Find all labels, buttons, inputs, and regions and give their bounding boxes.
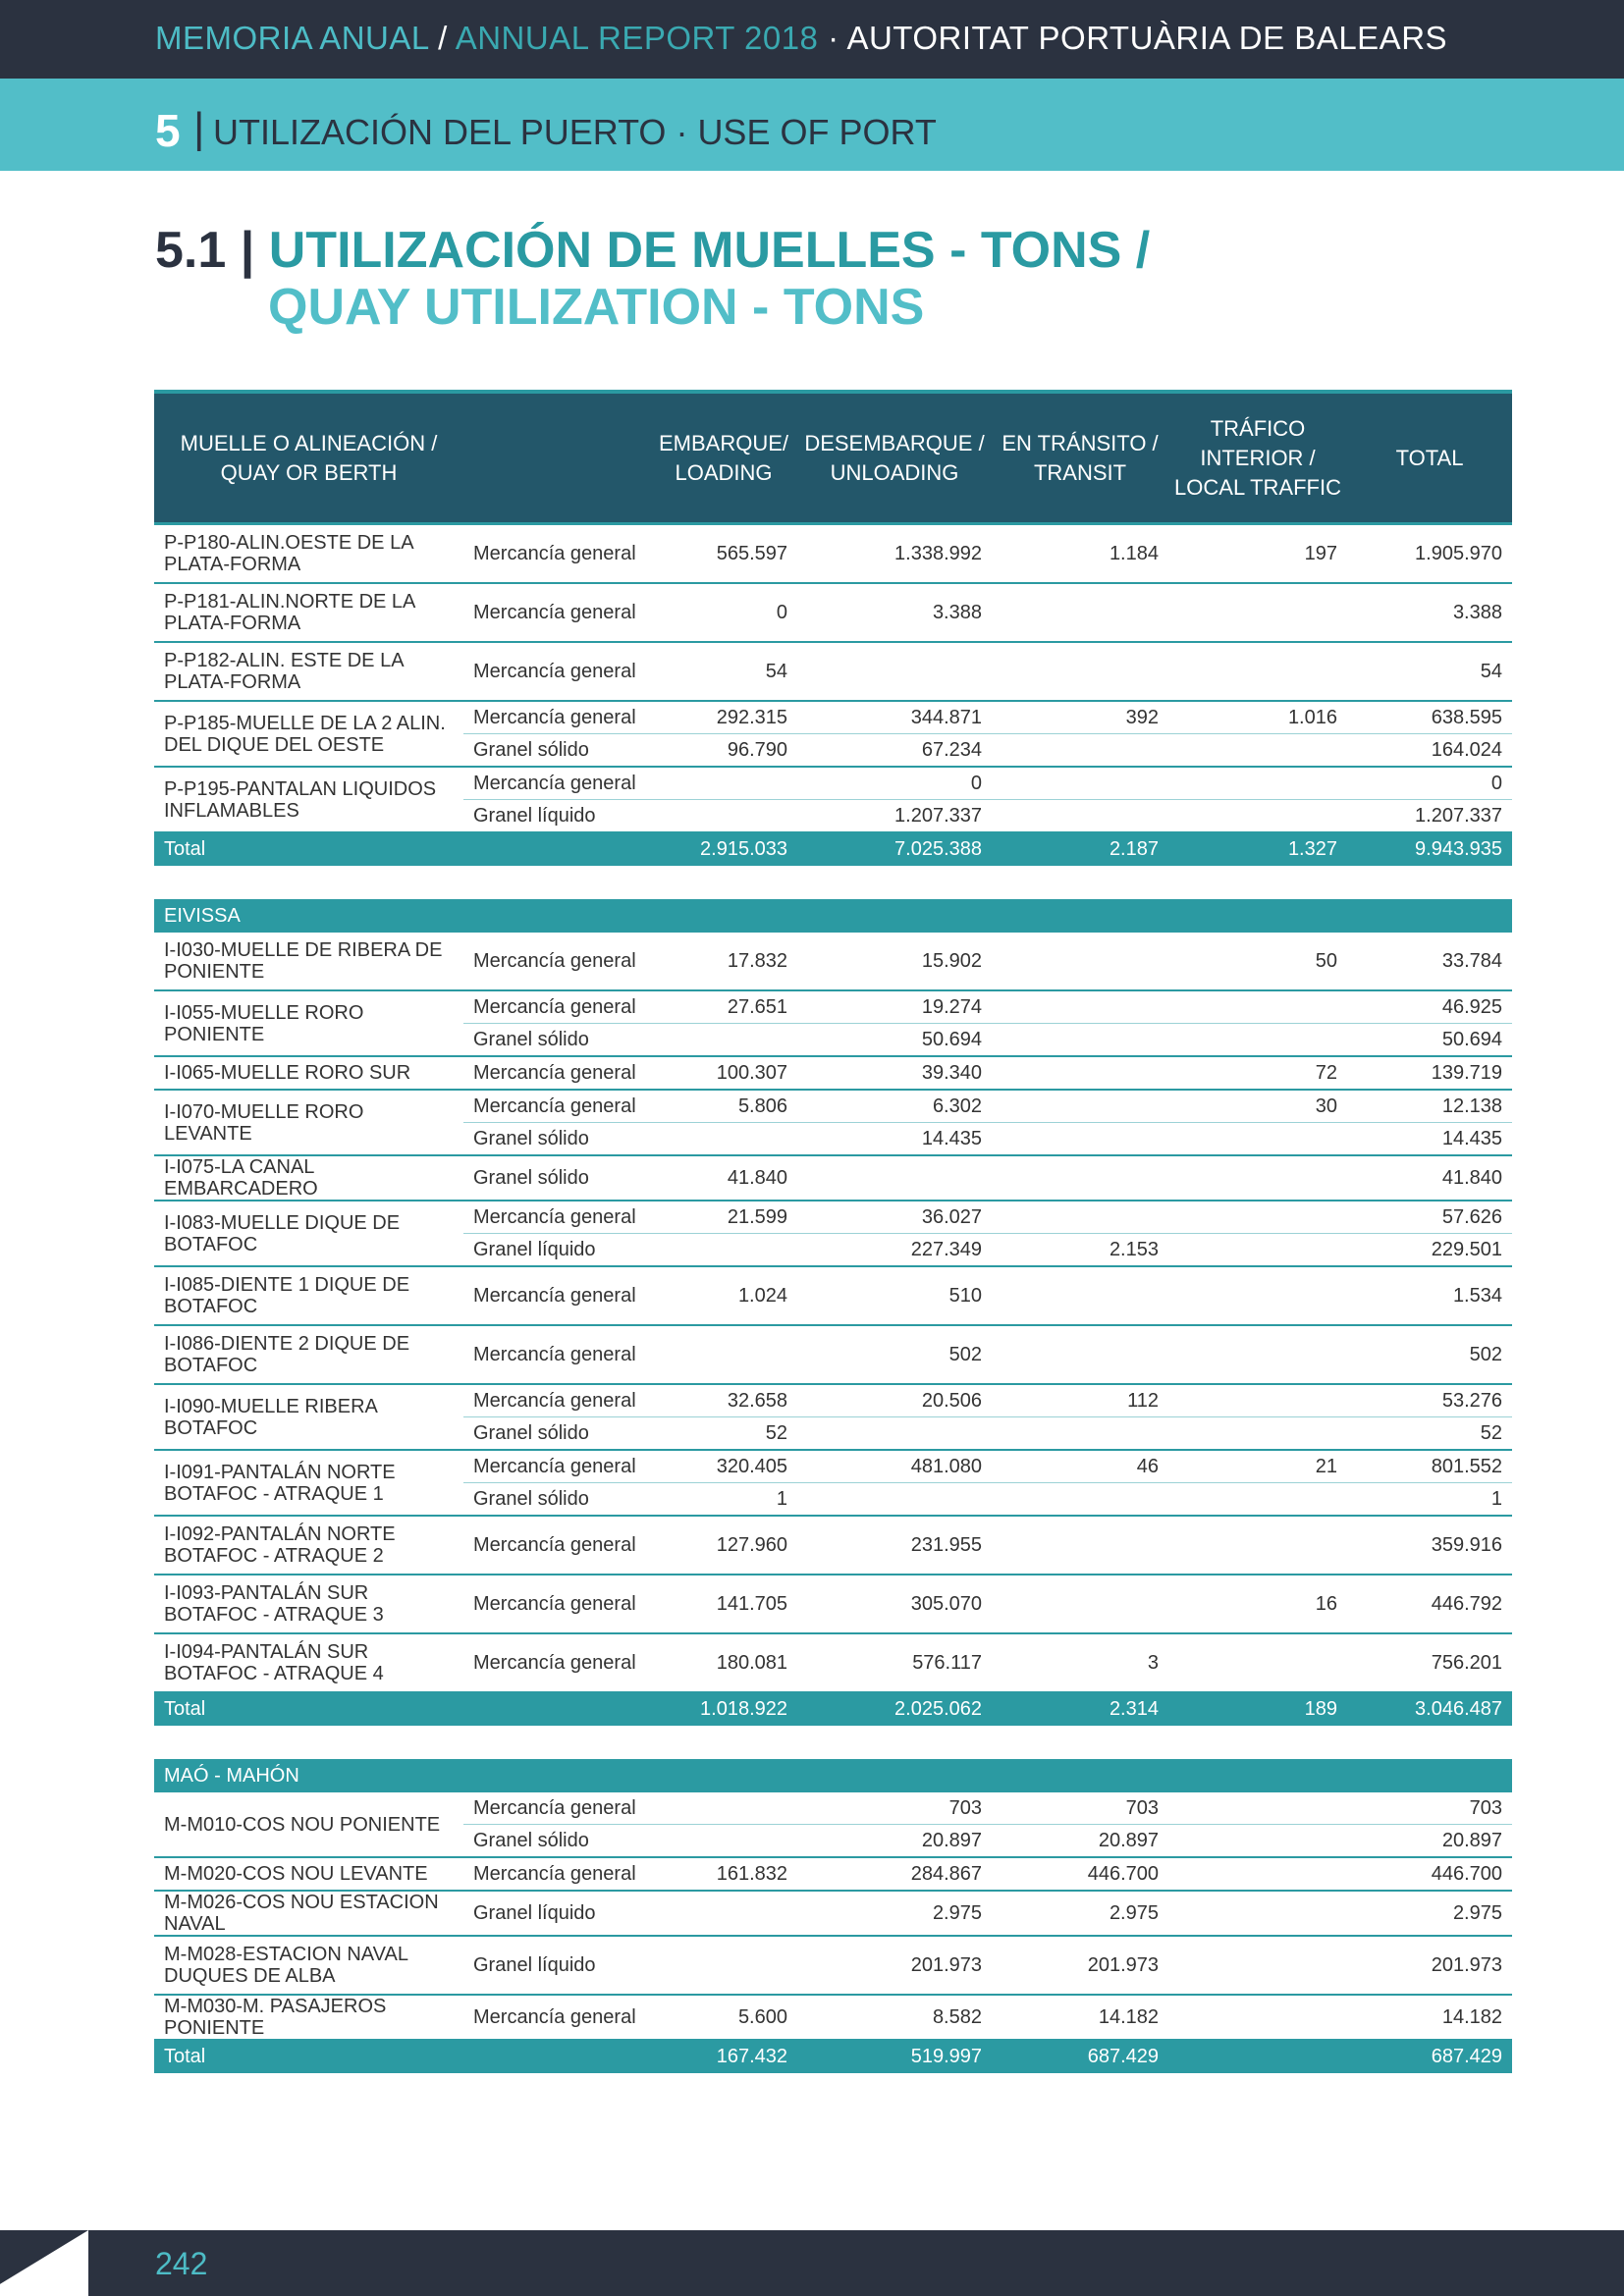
cargo-type: Mercancía general	[463, 1325, 650, 1384]
berth-name: I-I092-PANTALÁN NORTE BOTAFOC - ATRAQUE 2	[154, 1516, 463, 1575]
cell-total: 57.626	[1347, 1201, 1512, 1234]
cell-loading	[650, 1234, 797, 1267]
cell-transit: 703	[992, 1792, 1168, 1825]
cell-transit	[992, 1483, 1168, 1517]
cell-total: 0	[1347, 767, 1512, 800]
cell-local: 21	[1168, 1450, 1347, 1483]
cell-transit	[992, 642, 1168, 701]
cell-local	[1168, 642, 1347, 701]
berth-name: P-P195-PANTALAN LIQUIDOS INFLAMABLES	[154, 767, 463, 832]
berth-name: I-I091-PANTALÁN NORTE BOTAFOC - ATRAQUE 1	[154, 1450, 463, 1516]
table-row	[154, 1384, 1512, 1417]
cell-transit	[992, 583, 1168, 642]
cargo-type: Mercancía general	[463, 1633, 650, 1692]
cell-unloading: 20.506	[797, 1384, 992, 1417]
section-title	[213, 112, 937, 153]
cargo-type: Mercancía general	[463, 933, 650, 990]
table-row	[154, 524, 1512, 584]
cell-local	[1168, 1825, 1347, 1858]
footer-bar	[0, 2230, 1624, 2296]
cell-local: 72	[1168, 1056, 1347, 1090]
cell-local: 1.016	[1168, 701, 1347, 734]
cell-unloading: 15.902	[797, 933, 992, 990]
cell-unloading: 14.435	[797, 1123, 992, 1156]
cargo-type: Mercancía general	[463, 990, 650, 1024]
cell-unloading	[797, 1417, 992, 1451]
cell-unloading: 0	[797, 767, 992, 800]
cell-transit	[992, 800, 1168, 833]
cell-total: 139.719	[1347, 1056, 1512, 1090]
report-header-text	[155, 20, 1447, 57]
cell-transit: 446.700	[992, 1857, 1168, 1891]
cell-total: 33.784	[1347, 933, 1512, 990]
section-title-sep: ·	[666, 112, 698, 152]
header-authority: AUTORITAT PORTUÀRIA DE BALEARS	[846, 20, 1448, 56]
cell-total: 1.534	[1347, 1266, 1512, 1325]
table-row	[154, 1201, 1512, 1234]
table-row	[154, 1056, 1512, 1090]
cargo-type: Mercancía general	[463, 1792, 650, 1825]
cell-unloading: 39.340	[797, 1056, 992, 1090]
table-row	[154, 1792, 1512, 1825]
cell-transit: 392	[992, 701, 1168, 734]
cell-unloading: 510	[797, 1266, 992, 1325]
table-row	[154, 701, 1512, 734]
berth-name: I-I085-DIENTE 1 DIQUE DE BOTAFOC	[154, 1266, 463, 1325]
col-header-total: TOTAL	[1347, 392, 1512, 524]
cell-transit	[992, 1090, 1168, 1123]
cell-loading: 54	[650, 642, 797, 701]
cargo-type: Granel sólido	[463, 734, 650, 768]
cell-total: 359.916	[1347, 1516, 1512, 1575]
cell-local	[1168, 1792, 1347, 1825]
cell-unloading: 227.349	[797, 1234, 992, 1267]
spacer-cell	[154, 1726, 1512, 1759]
cell-unloading	[797, 642, 992, 701]
table-row	[154, 767, 1512, 800]
berth-name: M-M010-COS NOU PONIENTE	[154, 1792, 463, 1857]
cargo-type: Mercancía general	[463, 1575, 650, 1633]
cell-unloading: 20.897	[797, 1825, 992, 1858]
cell-transit: 3	[992, 1633, 1168, 1692]
berth-name: I-I070-MUELLE RORO LEVANTE	[154, 1090, 463, 1155]
col-header-unloading: DESEMBARQUE / UNLOADING	[797, 392, 992, 524]
cell-total: 801.552	[1347, 1450, 1512, 1483]
cell-total: 164.024	[1347, 734, 1512, 768]
berth-name: I-I083-MUELLE DIQUE DE BOTAFOC	[154, 1201, 463, 1266]
cell-loading	[650, 1024, 797, 1057]
table-row	[154, 642, 1512, 701]
berth-name: M-M030-M. PASAJEROS PONIENTE	[154, 1995, 463, 2040]
berth-name: P-P182-ALIN. ESTE DE LA PLATA-FORMA	[154, 642, 463, 701]
table-header-row	[154, 392, 1512, 524]
cell-transit	[992, 1123, 1168, 1156]
cargo-type: Mercancía general	[463, 642, 650, 701]
table-row	[154, 1155, 1512, 1201]
cell-loading: 1	[650, 1483, 797, 1517]
group-header-row	[154, 1759, 1512, 1792]
cell-unloading: 1.207.337	[797, 800, 992, 833]
cell-transit: 2.153	[992, 1234, 1168, 1267]
col-header-loading: EMBARQUE/ LOADING	[650, 392, 797, 524]
berth-name: I-I030-MUELLE DE RIBERA DE PONIENTE	[154, 933, 463, 990]
cell-loading	[650, 1325, 797, 1384]
cargo-type: Granel líquido	[463, 1891, 650, 1936]
cargo-type: Mercancía general	[463, 1995, 650, 2040]
cargo-type: Granel líquido	[463, 800, 650, 833]
cell-loading	[650, 767, 797, 800]
section-number: 5	[155, 105, 181, 156]
cell-local	[1168, 1024, 1347, 1057]
cell-loading	[650, 1891, 797, 1936]
cell-total: 20.897	[1347, 1825, 1512, 1858]
cell-loading	[650, 1123, 797, 1156]
header-sep: ·	[818, 20, 847, 56]
cell-loading: 41.840	[650, 1155, 797, 1201]
table-row	[154, 1266, 1512, 1325]
cell-transit	[992, 1155, 1168, 1201]
table-row	[154, 1936, 1512, 1995]
total-row	[154, 1692, 1512, 1726]
berth-name: M-M028-ESTACION NAVAL DUQUES DE ALBA	[154, 1936, 463, 1995]
cell-total: 703	[1347, 1792, 1512, 1825]
cargo-type: Mercancía general	[463, 1201, 650, 1234]
cell-total: 446.792	[1347, 1575, 1512, 1633]
group-name: MAÓ - MAHÓN	[154, 1759, 1512, 1792]
col-header-berth: MUELLE O ALINEACIÓN / QUAY OR BERTH	[154, 392, 463, 524]
cargo-type: Granel líquido	[463, 1936, 650, 1995]
cell-local	[1168, 1857, 1347, 1891]
footer-stripe	[0, 2230, 88, 2296]
cell-local: 16	[1168, 1575, 1347, 1633]
cell-total: 1	[1347, 1483, 1512, 1517]
table-row	[154, 583, 1512, 642]
cell-unloading: 3.388	[797, 583, 992, 642]
header-annual-report: ANNUAL REPORT 2018	[455, 20, 819, 56]
section-bar	[0, 79, 1624, 171]
cell-loading: 1.024	[650, 1266, 797, 1325]
cell-loading: 141.705	[650, 1575, 797, 1633]
cell-loading	[650, 1792, 797, 1825]
cell-total: 2.975	[1347, 1891, 1512, 1936]
table-row	[154, 933, 1512, 990]
cargo-type: Granel sólido	[463, 1024, 650, 1057]
cell-local	[1168, 767, 1347, 800]
cargo-type: Mercancía general	[463, 583, 650, 642]
page-title	[155, 222, 1151, 336]
cell-local	[1168, 1123, 1347, 1156]
total-local: 1.327	[1168, 832, 1347, 866]
cell-total: 14.182	[1347, 1995, 1512, 2040]
total-row	[154, 832, 1512, 866]
cell-total: 54	[1347, 642, 1512, 701]
berth-name: M-M020-COS NOU LEVANTE	[154, 1857, 463, 1891]
cell-total: 1.905.970	[1347, 524, 1512, 584]
table-row	[154, 1633, 1512, 1692]
cell-loading: 52	[650, 1417, 797, 1451]
page-number: 242	[155, 2246, 208, 2281]
cell-total: 14.435	[1347, 1123, 1512, 1156]
cell-local	[1168, 1266, 1347, 1325]
berth-name: I-I065-MUELLE RORO SUR	[154, 1056, 463, 1090]
cell-unloading: 1.338.992	[797, 524, 992, 584]
berth-name: I-I094-PANTALÁN SUR BOTAFOC - ATRAQUE 4	[154, 1633, 463, 1692]
table-row	[154, 990, 1512, 1024]
cargo-type: Mercancía general	[463, 524, 650, 584]
cell-local	[1168, 1155, 1347, 1201]
total-loading: 1.018.922	[650, 1692, 797, 1726]
cell-local	[1168, 583, 1347, 642]
cell-unloading: 36.027	[797, 1201, 992, 1234]
col-header-transit: EN TRÁNSITO / TRANSIT	[992, 392, 1168, 524]
total-total: 3.046.487	[1347, 1692, 1512, 1726]
cell-unloading: 50.694	[797, 1024, 992, 1057]
cargo-type: Mercancía general	[463, 1516, 650, 1575]
cell-unloading: 8.582	[797, 1995, 992, 2040]
cell-loading: 32.658	[650, 1384, 797, 1417]
cargo-type: Mercancía general	[463, 1857, 650, 1891]
total-label: Total	[154, 832, 650, 866]
cell-local: 50	[1168, 933, 1347, 990]
total-row	[154, 2040, 1512, 2073]
cell-local	[1168, 1234, 1347, 1267]
cell-unloading: 481.080	[797, 1450, 992, 1483]
cargo-type: Granel sólido	[463, 1123, 650, 1156]
cell-total: 756.201	[1347, 1633, 1512, 1692]
table-row	[154, 1450, 1512, 1483]
group-spacer	[154, 1726, 1512, 1759]
total-unloading: 2.025.062	[797, 1692, 992, 1726]
total-unloading: 519.997	[797, 2040, 992, 2073]
cargo-type: Mercancía general	[463, 1450, 650, 1483]
cell-loading: 21.599	[650, 1201, 797, 1234]
cell-unloading	[797, 1155, 992, 1201]
section-title-en: USE OF PORT	[697, 112, 937, 152]
cell-unloading: 231.955	[797, 1516, 992, 1575]
cell-local	[1168, 990, 1347, 1024]
quay-utilization-table	[154, 390, 1512, 2073]
cell-transit	[992, 1201, 1168, 1234]
cargo-type: Mercancía general	[463, 767, 650, 800]
section-title-es: UTILIZACIÓN DEL PUERTO	[213, 112, 667, 152]
cell-unloading	[797, 1483, 992, 1517]
cell-loading: 292.315	[650, 701, 797, 734]
report-header-bar	[0, 0, 1624, 79]
cell-loading: 180.081	[650, 1633, 797, 1692]
group-name: EIVISSA	[154, 899, 1512, 933]
section-pipe: |	[193, 104, 205, 152]
cell-unloading: 305.070	[797, 1575, 992, 1633]
table-row	[154, 1516, 1512, 1575]
cell-transit	[992, 933, 1168, 990]
cargo-type: Mercancía general	[463, 1266, 650, 1325]
cell-transit: 46	[992, 1450, 1168, 1483]
cell-transit: 201.973	[992, 1936, 1168, 1995]
cell-loading: 100.307	[650, 1056, 797, 1090]
cell-local	[1168, 1516, 1347, 1575]
cargo-type: Mercancía general	[463, 1056, 650, 1090]
cell-total: 46.925	[1347, 990, 1512, 1024]
table-row	[154, 1575, 1512, 1633]
total-local: 189	[1168, 1692, 1347, 1726]
cargo-type: Granel sólido	[463, 1155, 650, 1201]
cargo-type: Granel líquido	[463, 1234, 650, 1267]
cell-loading: 17.832	[650, 933, 797, 990]
col-header-local: TRÁFICO INTERIOR / LOCAL TRAFFIC	[1168, 392, 1347, 524]
cell-local	[1168, 1633, 1347, 1692]
total-transit: 2.187	[992, 832, 1168, 866]
cell-unloading: 201.973	[797, 1936, 992, 1995]
cell-local: 197	[1168, 524, 1347, 584]
cell-total: 446.700	[1347, 1857, 1512, 1891]
group-spacer	[154, 866, 1512, 899]
cell-unloading: 344.871	[797, 701, 992, 734]
cell-loading: 5.600	[650, 1995, 797, 2040]
cell-total: 201.973	[1347, 1936, 1512, 1995]
page-title-number: 5.1 |	[155, 222, 255, 279]
berth-name: I-I090-MUELLE RIBERA BOTAFOC	[154, 1384, 463, 1450]
berth-name: P-P185-MUELLE DE LA 2 ALIN. DEL DIQUE DEL OESTE	[154, 701, 463, 767]
cell-transit	[992, 1417, 1168, 1451]
cell-transit: 14.182	[992, 1995, 1168, 2040]
cell-local	[1168, 1325, 1347, 1384]
cell-loading: 5.806	[650, 1090, 797, 1123]
cell-unloading: 284.867	[797, 1857, 992, 1891]
col-header-type	[463, 392, 650, 524]
cell-total: 638.595	[1347, 701, 1512, 734]
total-unloading: 7.025.388	[797, 832, 992, 866]
cell-transit	[992, 1325, 1168, 1384]
cell-loading	[650, 1936, 797, 1995]
cell-unloading: 19.274	[797, 990, 992, 1024]
cell-total: 229.501	[1347, 1234, 1512, 1267]
berth-name: P-P180-ALIN.OESTE DE LA PLATA-FORMA	[154, 524, 463, 584]
table-row	[154, 1325, 1512, 1384]
table-row	[154, 1857, 1512, 1891]
cell-loading: 0	[650, 583, 797, 642]
total-label: Total	[154, 1692, 650, 1726]
cell-transit	[992, 1056, 1168, 1090]
cell-transit: 2.975	[992, 1891, 1168, 1936]
cell-loading: 161.832	[650, 1857, 797, 1891]
cell-unloading: 67.234	[797, 734, 992, 768]
page-title-line1: UTILIZACIÓN DE MUELLES - TONS /	[268, 222, 1151, 279]
total-total: 687.429	[1347, 2040, 1512, 2073]
spacer-cell	[154, 866, 1512, 899]
cell-transit	[992, 734, 1168, 768]
cell-loading: 96.790	[650, 734, 797, 768]
cell-transit	[992, 1575, 1168, 1633]
cell-transit	[992, 1516, 1168, 1575]
cell-total: 41.840	[1347, 1155, 1512, 1201]
header-slash: /	[428, 20, 456, 56]
cargo-type: Mercancía general	[463, 1090, 650, 1123]
berth-name: P-P181-ALIN.NORTE DE LA PLATA-FORMA	[154, 583, 463, 642]
total-transit: 2.314	[992, 1692, 1168, 1726]
cell-unloading: 2.975	[797, 1891, 992, 1936]
cargo-type: Mercancía general	[463, 1384, 650, 1417]
berth-name: M-M026-COS NOU ESTACION NAVAL	[154, 1891, 463, 1936]
group-header-row	[154, 899, 1512, 933]
total-transit: 687.429	[992, 2040, 1168, 2073]
cell-transit: 20.897	[992, 1825, 1168, 1858]
cell-transit	[992, 767, 1168, 800]
cargo-type: Granel sólido	[463, 1417, 650, 1451]
cell-loading: 320.405	[650, 1450, 797, 1483]
cargo-type: Granel sólido	[463, 1483, 650, 1517]
cell-loading: 27.651	[650, 990, 797, 1024]
table-row	[154, 1995, 1512, 2040]
cell-transit	[992, 990, 1168, 1024]
table-row	[154, 1891, 1512, 1936]
cell-total: 12.138	[1347, 1090, 1512, 1123]
cell-transit: 112	[992, 1384, 1168, 1417]
cell-total: 53.276	[1347, 1384, 1512, 1417]
table-row	[154, 1090, 1512, 1123]
berth-name: I-I055-MUELLE RORO PONIENTE	[154, 990, 463, 1056]
cell-transit: 1.184	[992, 524, 1168, 584]
total-loading: 167.432	[650, 2040, 797, 2073]
cell-local: 30	[1168, 1090, 1347, 1123]
cell-local	[1168, 1417, 1347, 1451]
cell-local	[1168, 1891, 1347, 1936]
cell-total: 502	[1347, 1325, 1512, 1384]
cell-local	[1168, 1483, 1347, 1517]
cell-unloading: 6.302	[797, 1090, 992, 1123]
berth-name: I-I086-DIENTE 2 DIQUE DE BOTAFOC	[154, 1325, 463, 1384]
cell-loading: 127.960	[650, 1516, 797, 1575]
cell-total: 1.207.337	[1347, 800, 1512, 833]
cell-unloading: 703	[797, 1792, 992, 1825]
cell-unloading: 576.117	[797, 1633, 992, 1692]
berth-name: I-I075-LA CANAL EMBARCADERO	[154, 1155, 463, 1201]
cell-transit	[992, 1266, 1168, 1325]
cell-loading	[650, 1825, 797, 1858]
cell-local	[1168, 1936, 1347, 1995]
cell-loading: 565.597	[650, 524, 797, 584]
berth-name: I-I093-PANTALÁN SUR BOTAFOC - ATRAQUE 3	[154, 1575, 463, 1633]
cargo-type: Mercancía general	[463, 701, 650, 734]
total-total: 9.943.935	[1347, 832, 1512, 866]
total-loading: 2.915.033	[650, 832, 797, 866]
header-memoria: MEMORIA ANUAL	[155, 20, 429, 56]
cell-local	[1168, 1995, 1347, 2040]
cell-local	[1168, 800, 1347, 833]
cell-local	[1168, 1201, 1347, 1234]
cell-local	[1168, 1384, 1347, 1417]
cell-unloading: 502	[797, 1325, 992, 1384]
cell-loading	[650, 800, 797, 833]
cell-total: 3.388	[1347, 583, 1512, 642]
cell-total: 50.694	[1347, 1024, 1512, 1057]
total-label: Total	[154, 2040, 650, 2073]
page-title-line2: QUAY UTILIZATION - TONS	[268, 279, 925, 336]
cell-local	[1168, 734, 1347, 768]
total-local	[1168, 2040, 1347, 2073]
cargo-type: Granel sólido	[463, 1825, 650, 1858]
cell-total: 52	[1347, 1417, 1512, 1451]
cell-transit	[992, 1024, 1168, 1057]
